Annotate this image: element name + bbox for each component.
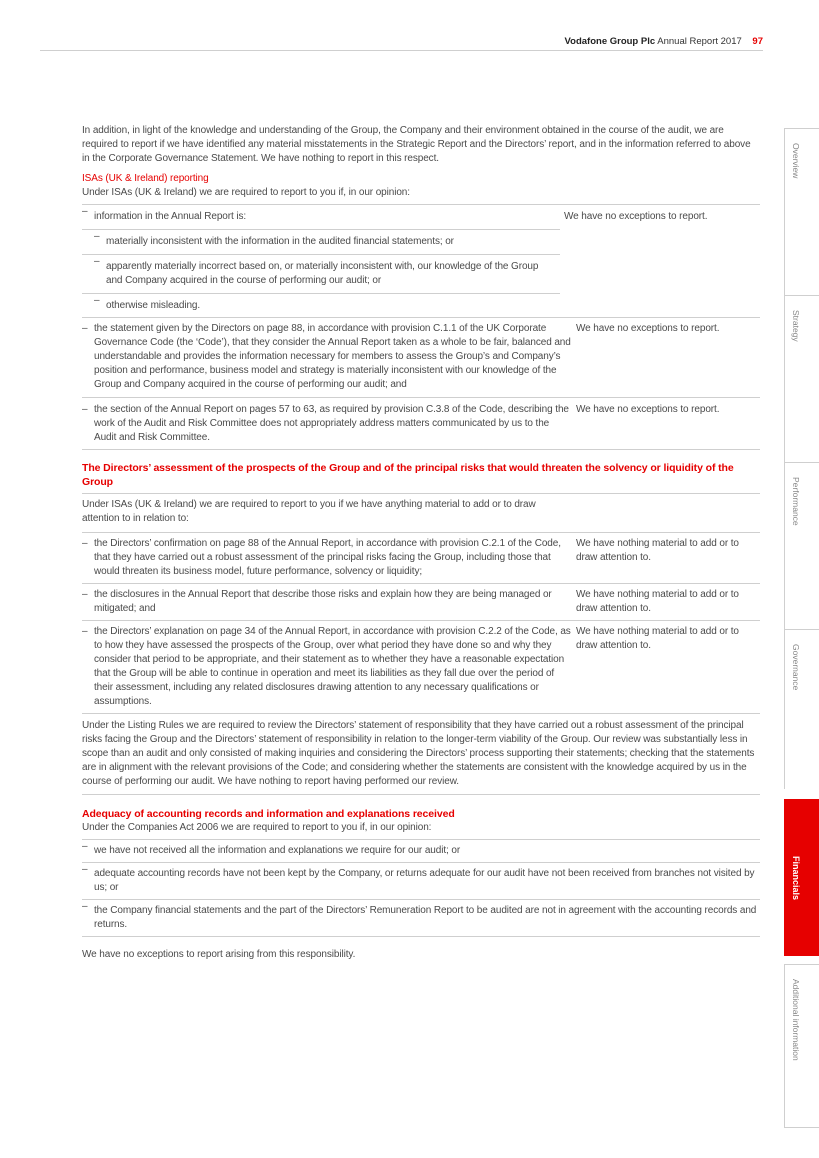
- prospects-response-1: We have nothing material to add or to draw attention to.: [576, 538, 739, 563]
- tab-overview[interactable]: [784, 128, 819, 295]
- isas-lead: Under ISAs (UK & Ireland) we are required to report to you if, in our opinion:: [82, 187, 410, 198]
- isas-row-1: [82, 205, 760, 317]
- prospects-item-3: – the Directors’ explanation on page 34 of the Annual Report, in accordance with provision C.2.2 of the Code, as to how they have assessed the prospects of the Group, over what period they have done so and why they consider that period to be appropriate, and their statement as to whether they have a reasonable expectation that the Group will be able to continue in operation and meet its liabilities as they fall due over the period of their assessment, including any related disclosures drawing attention to any necessary qualifications or assumptions.: [82, 625, 572, 709]
- prospects-response-3: We have nothing material to add or to draw attention to.: [576, 626, 739, 651]
- isas-row-3: [82, 398, 760, 449]
- divider: [82, 794, 760, 795]
- tab-governance[interactable]: [784, 629, 819, 789]
- divider: [82, 936, 760, 937]
- header-divider: [40, 50, 763, 51]
- isas-sub-item: – apparently materially incorrect based on, or materially inconsistent with, our knowledge of the Group and Company acquired in the course of performing our audit; or: [94, 255, 560, 293]
- isas-sub-item: – materially inconsistent with the information in the audited financial statements; or: [94, 230, 560, 254]
- divider: [82, 449, 760, 450]
- tab-label: Governance: [791, 644, 801, 691]
- prospects-row-3: [82, 621, 760, 713]
- isas-item-3: – the section of the Annual Report on pages 57 to 63, as required by provision C.3.8 of the Code, describing the work of the Audit and Risk Committee does not appropriately address matters communicated by us to the Audit and Risk Committee.: [82, 403, 572, 445]
- isas-heading: ISAs (UK & Ireland) reporting: [82, 173, 209, 184]
- adequacy-item: – adequate accounting records have not been kept by the Company, or returns adequate for our audit have not been received from branches not visited by us; or: [82, 863, 760, 899]
- intro-paragraph: In addition, in light of the knowledge and understanding of the Group, the Company and their environment obtained in the course of the audit, we are required to report if we have identified any material misstatements in the Strategic Report and the Directors’ report, and in the information referred to above in the Corporate Governance Statement. We have nothing to report in this respect.: [82, 125, 751, 164]
- section-tabs: [784, 128, 819, 1128]
- tab-label: Additional information: [791, 979, 801, 1061]
- prospects-row-1: [82, 533, 760, 583]
- tab-strategy[interactable]: [784, 295, 819, 462]
- isas-response-1: We have no exceptions to report.: [564, 211, 708, 222]
- page-header: [0, 36, 763, 47]
- adequacy-item: – the Company financial statements and the part of the Directors’ Remuneration Report to be audited are not in agreement with the accounting records and returns.: [82, 900, 760, 936]
- prospects-item-2: – the disclosures in the Annual Report that describe those risks and explain how they are being managed or mitigated; and: [82, 588, 572, 616]
- tab-label: Strategy: [791, 310, 801, 342]
- tab-label: Overview: [791, 143, 801, 179]
- adequacy-lead: Under the Companies Act 2006 we are required to report to you if, in our opinion:: [82, 822, 432, 833]
- isas-item-2: – the statement given by the Directors on page 88, in accordance with provision C.1.1 of the UK Corporate Governance Code (the ‘Code’), that they consider the Annual Report taken as a whole to be fair, balanced and understandable and provides the information necessary for members to assess the Group’s and Company’s position and performance, business model and strategy is materially inconsistent with our knowledge of the Group and Company acquired in the course of performing our audit; and: [82, 322, 572, 392]
- tab-label: Performance: [791, 477, 801, 526]
- adequacy-heading: Adequacy of accounting records and information and explanations received: [82, 808, 455, 820]
- prospects-response-2: We have nothing material to add or to draw attention to.: [576, 589, 739, 614]
- isas-item-1: – information in the Annual Report is:: [82, 205, 560, 229]
- prospects-item-1: – the Directors’ confirmation on page 88 of the Annual Report, in accordance with provision C.2.1 of the Code, that they have carried out a robust assessment of the principal risks facing the Group, including those that would threaten its business model, future performance, solvency or liquidity;: [82, 537, 572, 579]
- company-name: Vodafone Group Plc: [564, 36, 656, 47]
- tab-performance[interactable]: [784, 462, 819, 629]
- page-number: 97: [752, 36, 763, 47]
- listing-rules-paragraph: Under the Listing Rules we are required to review the Directors’ statement of responsibility that they have carried out a robust assessment of the principal risks facing the Group and the Directors’ statement of responsibility in relation to the longer-term viability of the Group. Our review was substantially less in scope than an audit and only consisted of making inquiries and considering the Directors’ process supporting their statements; checking that the statements are in alignment with the relevant provisions of the Code; and considering whether the statements are consistent with the knowledge acquired by us in the course of performing our audit. We have nothing to report having performed our review.: [82, 720, 755, 787]
- tab-additional-information[interactable]: [784, 964, 819, 1128]
- tab-label: Financials: [791, 856, 801, 901]
- adequacy-item: – we have not received all the information and explanations we require for our audit; or: [82, 840, 760, 862]
- prospects-lead: Under ISAs (UK & Ireland) we are required to report to you if we have anything material to add or to draw attention to in relation to:: [82, 499, 536, 524]
- isas-response-3: We have no exceptions to report.: [576, 404, 720, 415]
- main-content: [82, 124, 760, 962]
- isas-row-2: [82, 318, 760, 397]
- tab-financials[interactable]: [784, 799, 819, 956]
- isas-sub-item: – otherwise misleading.: [94, 294, 560, 317]
- isas-response-2: We have no exceptions to report.: [576, 323, 720, 334]
- prospects-heading: The Directors’ assessment of the prospects of the Group and of the principal risks that would threaten the solvency or liquidity of the Group: [82, 462, 734, 488]
- report-name: Annual Report 2017: [657, 36, 742, 47]
- adequacy-closing: We have no exceptions to report arising from this responsibility.: [82, 949, 356, 960]
- prospects-row-2: [82, 584, 760, 620]
